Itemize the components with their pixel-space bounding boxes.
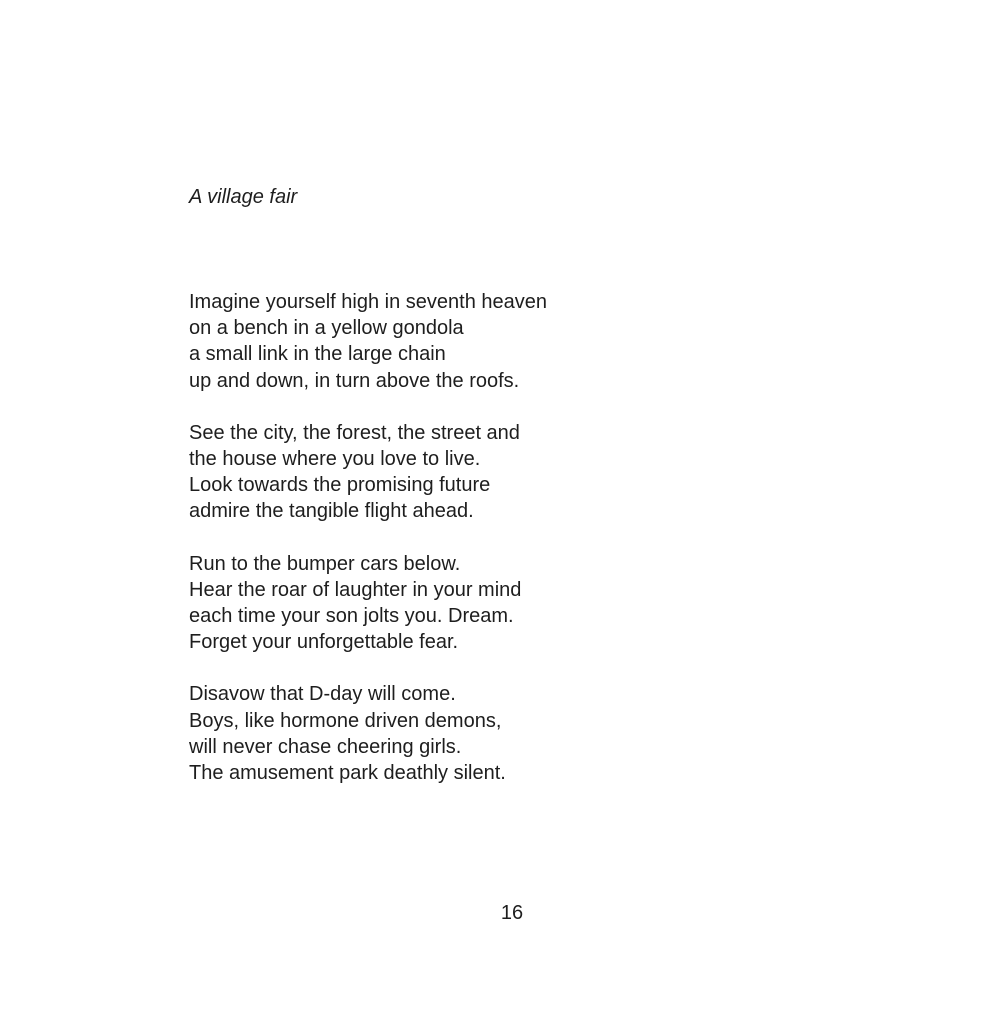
stanza-3: [189, 551, 749, 656]
poem-line: Forget your unforgettable fear.: [189, 631, 459, 654]
poem-line: a small link in the large chain: [189, 343, 446, 366]
poem-line: Hear the roar of laughter in your mind: [189, 578, 522, 601]
poem-line: up and down, in turn above the roofs.: [189, 369, 520, 392]
poem-line: each time your son jolts you. Dream.: [189, 605, 514, 628]
poem-body: [189, 289, 749, 812]
poem-title: A village fair: [189, 186, 298, 208]
poem-line: The amusement park deathly silent.: [189, 762, 506, 785]
poem-line: will never chase cheering girls.: [189, 735, 462, 758]
poem-line: Imagine yourself high in seventh heaven: [189, 291, 548, 313]
poem-line: the house where you love to live.: [189, 448, 481, 471]
stanza-1: [189, 289, 749, 394]
stanza-2: [189, 420, 749, 525]
poem-line: Run to the bumper cars below.: [189, 552, 461, 575]
stanza-4: [189, 681, 749, 786]
poem-line: See the city, the forest, the street and: [189, 421, 520, 444]
poem-line: Disavow that D-day will come.: [189, 683, 456, 706]
poem-line: Look towards the promising future: [189, 474, 491, 497]
poem-line: Boys, like hormone driven demons,: [189, 709, 502, 732]
page-number: 16: [500, 902, 524, 924]
poem-line: on a bench in a yellow gondola: [189, 317, 464, 340]
poem-line: admire the tangible flight ahead.: [189, 500, 474, 523]
